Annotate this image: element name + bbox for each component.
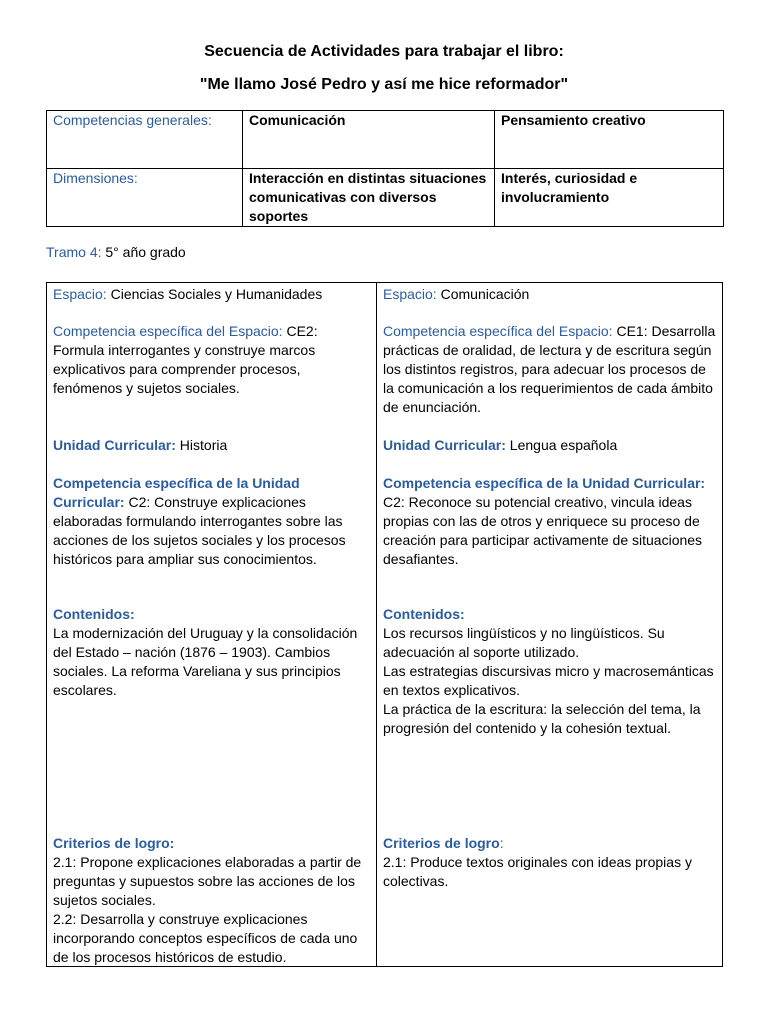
criterio-item: 2.1: Propone explicaciones elaboradas a partir de preguntas y supuestos sobre las acciones de los sujetos sociales.: [53, 854, 362, 908]
espacio-value: Comunicación: [436, 286, 530, 302]
criterios-block-right: [383, 834, 717, 891]
criterios-label: Criterios de logro:: [53, 835, 175, 851]
competencia-unidad-block-right: [383, 474, 717, 569]
competencia-unidad-label: Competencia específica de la Unidad Curricular:: [383, 475, 706, 491]
competencia-comunicacion: Comunicación: [243, 111, 495, 169]
unidad-value: Lengua española: [505, 437, 618, 453]
competencia-unidad-label: Competencia específica de la Unidad Curricular:: [53, 475, 300, 510]
competencia-unidad-block-left: [53, 474, 371, 569]
dimensiones-label: [47, 169, 243, 227]
tramo-value: 5° año grado: [101, 244, 186, 260]
contenidos-label: Contenidos:: [53, 606, 135, 622]
espacio-label: Espacio:: [383, 286, 437, 302]
dimension-interaccion: Interacción en distintas situaciones comunicativas con diversos soportes: [243, 169, 495, 227]
unidad-block-right: [383, 436, 717, 455]
competencia-pensamiento-creativo: Pensamiento creativo: [495, 111, 724, 169]
espacio-block-left: [53, 285, 371, 304]
criterio-item: 2.2: Desarrolla y construye explicaciones incorporando conceptos específicos de cada uno de los procesos históricos de estudio.: [53, 911, 358, 965]
contenido-item: Las estrategias discursivas micro y macrosemánticas en textos explicativos.: [383, 663, 714, 698]
contenidos-label: Contenidos:: [383, 606, 465, 622]
contenido-item: La práctica de la escritura: la selección del tema, la progresión del contenido y la cohesión textual.: [383, 701, 701, 736]
criterios-label: Criterios de logro: [383, 835, 500, 851]
contenidos-block-left: [53, 605, 371, 700]
column-divider: [376, 283, 377, 966]
contenidos-block-right: [383, 605, 717, 738]
dimensiones-row: [47, 169, 724, 227]
unidad-label: Unidad Curricular:: [383, 437, 506, 453]
competencia-espacio-value: CE1: Desarrolla prácticas de oralidad, de lectura y de escritura según los distintos registros, para adecuar los procesos de la comunicación a los requerimientos de cada ámbito de enunciación.: [383, 323, 716, 415]
contenido-item: Los recursos lingüísticos y no lingüísticos. Su adecuación al soporte utilizado.: [383, 625, 665, 660]
espacio-value: Ciencias Sociales y Humanidades: [106, 286, 323, 302]
espacio-label: Espacio:: [53, 286, 107, 302]
competencias-label: [47, 111, 243, 169]
competencias-table: [46, 110, 724, 227]
tramo-label: Tramo 4:: [46, 244, 102, 260]
unidad-block-left: [53, 436, 371, 455]
espacios-table: [46, 282, 723, 967]
espacio-block-right: [383, 285, 717, 304]
unidad-label: Unidad Curricular:: [53, 437, 176, 453]
criterios-colon: :: [499, 835, 504, 851]
competencia-espacio-value: CE2: Formula interrogantes y construye marcos explicativos para comprender procesos, fenómenos y sujetos sociales.: [53, 323, 318, 396]
competencias-row: [47, 111, 724, 169]
dimension-interes: Interés, curiosidad e involucramiento: [495, 169, 724, 227]
criterio-item: 2.1: Produce textos originales con ideas propias y colectivas.: [383, 854, 692, 889]
competencia-unidad-value: C2: Construye explicaciones elaboradas formulando interrogantes sobre las acciones de los sujetos sociales y los procesos históricos para ampliar sus conocimientos.: [53, 494, 346, 567]
dimensiones-label-text: Dimensiones:: [53, 170, 138, 186]
competencia-unidad-value: C2: Reconoce su potencial creativo, vincula ideas propias con las de otros y enriquece su proceso de creación para participar activamente de situaciones desafiantes.: [383, 494, 703, 567]
unidad-value: Historia: [175, 437, 228, 453]
competencia-espacio-label: Competencia específica del Espacio:: [53, 323, 283, 339]
competencia-espacio-block-left: [53, 322, 371, 398]
contenidos-value: La modernización del Uruguay y la consolidación del Estado – nación (1876 – 1903). Cambios sociales. La reforma Vareliana y sus principios escolares.: [53, 625, 358, 698]
competencia-espacio-block-right: [383, 322, 717, 417]
document-title: Secuencia de Actividades para trabajar el libro:: [204, 43, 564, 60]
book-title: "Me llamo José Pedro y así me hice reformador": [199, 76, 569, 93]
competencia-espacio-label: Competencia específica del Espacio:: [383, 323, 613, 339]
criterios-block-left: [53, 834, 371, 967]
tramo-line: [46, 244, 186, 260]
competencias-label-text: Competencias generales:: [53, 112, 212, 128]
